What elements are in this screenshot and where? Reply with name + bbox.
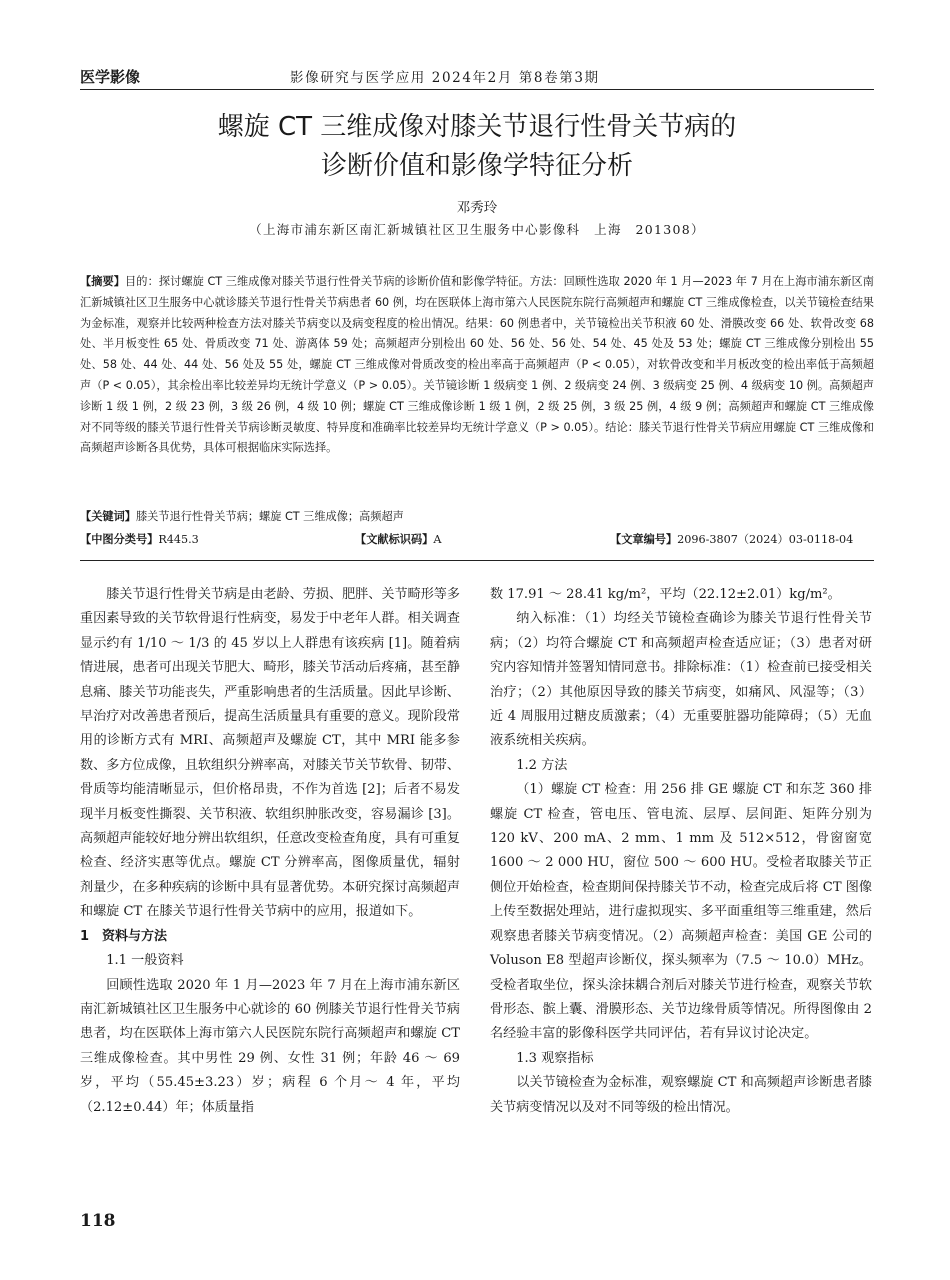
general-data-paragraph: 回顾性选取 2020 年 1 月—2023 年 7 月在上海市浦东新区南汇新城镇社区卫生服务中心就诊的 60 例膝关节退行性骨关节病患者，均在医联体上海市第六人民医院东院行高频超声和螺旋 CT 三维成像检查。其中男性 29 例、女性 31 例；年龄 46 ～ 69 岁，平均（55.45±3.23）岁；病程 6 个月～ 4 年，平均（2.12±0.44）年；体质量指	[80, 977, 460, 1115]
abstract	[80, 272, 874, 459]
intro-paragraph: 膝关节退行性骨关节病是由老龄、劳损、肥胖、关节畸形等多重因素导致的关节软骨退行性病变，易发于中老年人群。相关调查显示约有 1/10 ～ 1/3 的 45 岁以上人群患有该疾病 [1]。随着病情进展，患者可出现关节肥大、畸形，膝关节活动后疼痛，甚至静息痛、膝关节功能丧失，严重影响患者的生活质量。因此早诊断、早治疗对改善患者预后，提高生活质量具有重要的意义。现阶段常用的诊断方式有 MRI、高频超声及螺旋 CT，其中 MRI 能多参数、多方位成像，且软组织分辨率高，对膝关节关节软骨、韧带、骨质等均能清晰显示，但价格昂贵，不作为首选 [2]；后者不易发现半月板变性撕裂、关节积液、软组织肿胀改变，容易漏诊 [3]。高频超声能较好地分辨出软组织，任意改变检查角度，具有可重复检查、经济实惠等优点。螺旋 CT 分辨率高，图像质量优，辐射剂量少，在多种疾病的诊断中具有显著优势。本研究探讨高频超声和螺旋 CT 在膝关节退行性骨关节病中的应用，报道如下。	[80, 587, 460, 920]
keywords-text: 膝关节退行性骨关节病；螺旋 CT 三维成像；高频超声	[135, 510, 404, 523]
paper-title-line1: 螺旋 CT 三维成像对膝关节退行性骨关节病的	[217, 112, 737, 142]
observation-paragraph: 以关节镜检查为金标准，观察螺旋 CT 和高频超声诊断患者膝关节病变情况以及对不同等级的检出情况。	[490, 1075, 872, 1115]
journal-header: 影像研究与医学应用 2024年2月 第8卷第3期	[290, 70, 600, 86]
keywords	[80, 508, 404, 524]
body-right-column	[490, 583, 872, 1120]
subsection-heading: 1.2 方法	[516, 757, 568, 773]
page-number: 118	[80, 1211, 116, 1231]
affiliation: （上海市浦东新区南汇新城镇社区卫生服务中心影像科 上海 201308）	[249, 222, 705, 237]
clc-number: 【中图分类号】R445.3	[80, 533, 199, 546]
paper-title-line2: 诊断价值和影像学特征分析	[320, 151, 633, 181]
method-paragraph: （1）螺旋 CT 检查：用 256 排 GE 螺旋 CT 和东芝 360 排螺旋 CT 检查，管电压、管电流、层厚、层间距、矩阵分别为 120 kV、200 mA、2 mm、1 mm 及 512×512，骨窗窗宽 1600 ～ 2 000 HU，窗位 500 ～ 600 HU。受检者取膝关节正侧位开始检查，检查期间保持膝关节不动，检查完成后将 CT 图像上传至数据处理站，进行虚拟现实、多平面重组等三维重建，然后观察患者膝关节病变情况。（2）高频超声检查：美国 GE 公司的 Voluson E8 型超声诊断仪，探头频率为（7.5 ～ 10.0）MHz。受检者取坐位，探头涂抹耦合剂后对膝关节进行检查，观察关节软骨形态、髌上囊、滑膜形态、关节边缘骨质等情况。所得图像由 2 名经验丰富的影像科医学共同评估，若有异议讨论决定。	[490, 782, 872, 1042]
abstract-rule	[80, 560, 874, 561]
keywords-label: 【关键词】	[80, 510, 136, 523]
abstract-text: 目的：探讨螺旋 CT 三维成像对膝关节退行性骨关节病的诊断价值和影像学特征。方法：回顾性选取 2020 年 1 月—2023 年 7 月在上海市浦东新区南汇新城镇社区卫生服务中心就诊膝关节退行性骨关节病患者 60 例，均在医联体上海市第六人民医院东院行高频超声和螺旋 CT 三维成像检查，以关节镜检查结果为金标准，观察并比较两种检查方法对膝关节病变以及病变程度的检出情况。结果：60 例患者中，关节镜检出关节积液 60 处、滑膜改变 66 处、软骨改变 68 处、半月板变性 65 处、骨质改变 71 处、游离体 59 处；高频超声分别检出 60 处、56 处、56 处、54 处、45 处及 53 处；螺旋 CT 三维成像分别检出 55 处、58 处、44 处、44 处、56 处及 55 处，螺旋 CT 三维成像对骨质改变的检出率高于高频超声（P < 0.05），对软骨改变和半月板改变的检出率低于高频超声（P < 0.05），其余检出率比较差异均无统计学意义（P > 0.05）。关节镜诊断 1 级病变 1 例、2 级病变 24 例、3 级病变 25 例、4 级病变 10 例。高频超声诊断 1 级 1 例，2 级 23 例，3 级 26 例，4 级 10 例；螺旋 CT 三维成像诊断 1 级 1 例，2 级 25 例，3 级 25 例，4 级 9 例；高频超声和螺旋 CT 三维成像对不同等级的膝关节退行性骨关节病诊断灵敏度、特异度和准确率比较差异均无统计学意义（P > 0.05）。结论：膝关节退行性骨关节病应用螺旋 CT 三维成像和高频超声诊断各具优势，具体可根据临床实际选择。	[80, 275, 874, 455]
article-number: 【文章编号】2096-3807（2024）03-0118-04	[610, 533, 854, 546]
subsection-heading: 1.1 一般资料	[106, 953, 184, 969]
criteria-paragraph: 纳入标准：（1）均经关节镜检查确诊为膝关节退行性骨关节病；（2）均符合螺旋 CT 和高频超声检查适应证；（3）患者对研究内容知情并签署知情同意书。排除标准：（1）检查前已接受相关治疗；（2）其他原因导致的膝关节病变，如痛风、风湿等；（3）近 4 周服用过糖皮质激素；（4）无重要脏器功能障碍；（5）无血液系统相关疾病。	[490, 611, 872, 749]
subsection-heading: 1.3 观察指标	[516, 1050, 594, 1066]
header-rule	[80, 89, 874, 90]
document-code: 【文献标识码】A	[355, 533, 442, 546]
body-left-column	[80, 583, 460, 1120]
section-heading: 1 资料与方法	[80, 928, 168, 944]
section-label: 医学影像	[80, 68, 141, 86]
continued-paragraph: 数 17.91 ～ 28.41 kg/m²，平均（22.12±2.01）kg/m²。	[490, 587, 841, 602]
author: 邓秀玲	[456, 200, 498, 216]
abstract-label: 【摘要】	[80, 275, 126, 288]
